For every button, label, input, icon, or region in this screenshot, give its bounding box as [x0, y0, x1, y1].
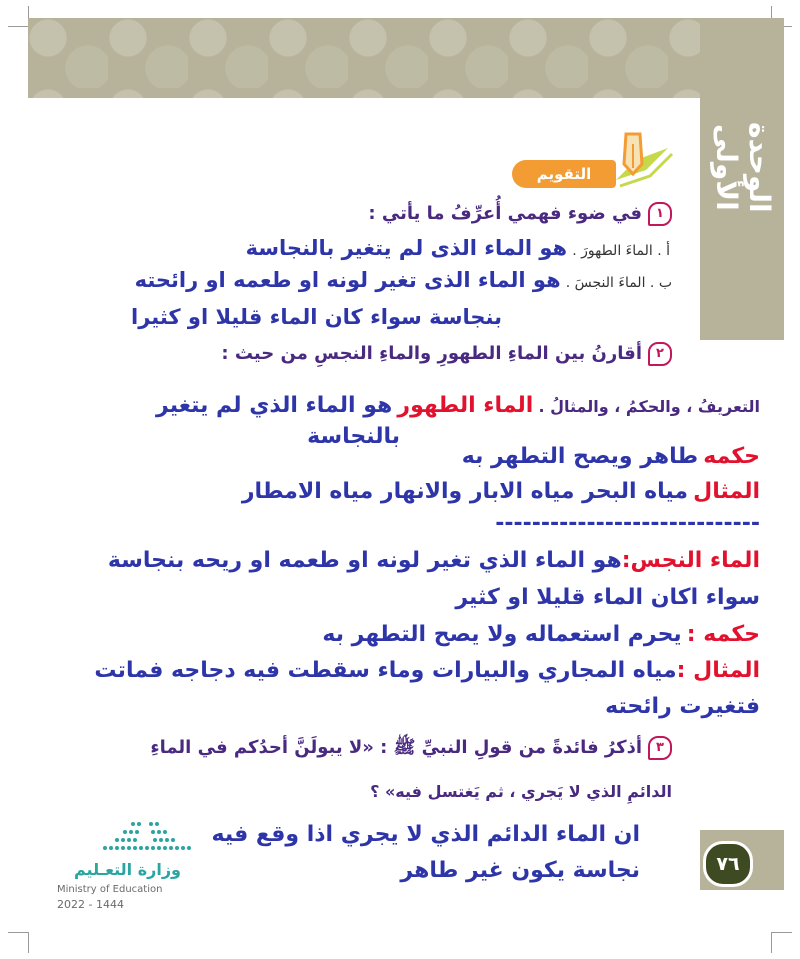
q2-prompt: ٢أقارنُ بين الماءِ الطهورِ والماءِ النجسِ من حيث :: [221, 342, 672, 366]
ministry-logo-block: [55, 818, 195, 916]
header-band: [28, 18, 784, 98]
q2-pure-ruling: حكمه طاهر ويصح التطهر به: [461, 444, 760, 469]
q1-prompt: ١في ضوء فهمي أُعرِّفُ ما يأتي :: [368, 202, 672, 226]
q2-impure-definition-cont: سواء اكان الماء قليلا او كثير: [455, 585, 760, 610]
edition-year: 2022 - 1444: [57, 898, 124, 911]
q3-prompt-cont: الدائمِ الذي لا يَجري ، ثم يَغتسل فيه» ؟: [370, 782, 672, 801]
q1-item-b: ب . الماءَ النجسَ . هو الماء الذى تغير لونه او طعمه او رائحته: [134, 268, 672, 292]
q2-pure-definition-cont: بالنجاسة: [307, 424, 400, 449]
evaluation-badge: التقويم: [512, 160, 616, 188]
q1-answer-b: هو الماء الذى تغير لونه او طعمه او رائحته: [134, 268, 561, 292]
crop-mark-bottom-left: [8, 932, 29, 953]
q3-number: ٣: [648, 736, 672, 760]
q1-answer-b-cont: بنجاسة سواء كان الماء قليلا او كثيرا: [131, 305, 502, 329]
q2-pure-definition: التعريفُ ، والحكمُ ، والمثالُ . الماء الطهور هو الماء الذي لم يتغير: [156, 393, 760, 418]
q2-pure-example: المثال مياه البحر مياه الابار والانهار مياه الامطار: [241, 479, 760, 504]
pen-book-icon: [606, 130, 676, 194]
crop-mark-bottom-right: [771, 932, 792, 953]
q3-answer-cont: نجاسة يكون غير طاهر: [400, 858, 640, 883]
q2-impure-definition: الماء النجس:هو الماء الذي تغير لونه او طعمه او ريحه بنجاسة: [107, 548, 760, 573]
q1-number: ١: [648, 202, 672, 226]
q3-answer: ان الماء الدائم الذي لا يجري اذا وقع فيه: [211, 822, 640, 847]
q2-impure-example: المثال :مياه المجاري والبيارات وماء سقطت فيه دجاجه فماتت: [94, 658, 760, 683]
q1-answer-a: هو الماء الذى لم يتغير بالنجاسة: [245, 236, 568, 260]
q2-impure-ruling: حكمه : يحرم استعماله ولا يصح التطهر به: [322, 622, 760, 647]
q2-separator: -----------------------------: [495, 511, 760, 536]
ministry-name-ar: وزارة التعـليم: [74, 860, 181, 879]
unit-title: الوحدة الأولى: [710, 121, 776, 213]
q2-impure-example-cont: فتغيرت رائحته: [605, 694, 760, 719]
q3-prompt: ٣أذكرُ فائدةً من قولِ النبيِّ ﷺ : «لا يبولَنَّ أحدُكم في الماءِ: [150, 736, 672, 762]
q1-item-a: أ . الماءَ الطهورَ . هو الماء الذى لم يتغير بالنجاسة: [245, 236, 670, 260]
ministry-name-en: Ministry of Education: [57, 884, 163, 895]
q2-number: ٢: [648, 342, 672, 366]
crop-mark-top-left: [8, 6, 29, 27]
ministry-logo-icon: [97, 818, 193, 858]
page-number: ٧٦: [703, 841, 753, 887]
